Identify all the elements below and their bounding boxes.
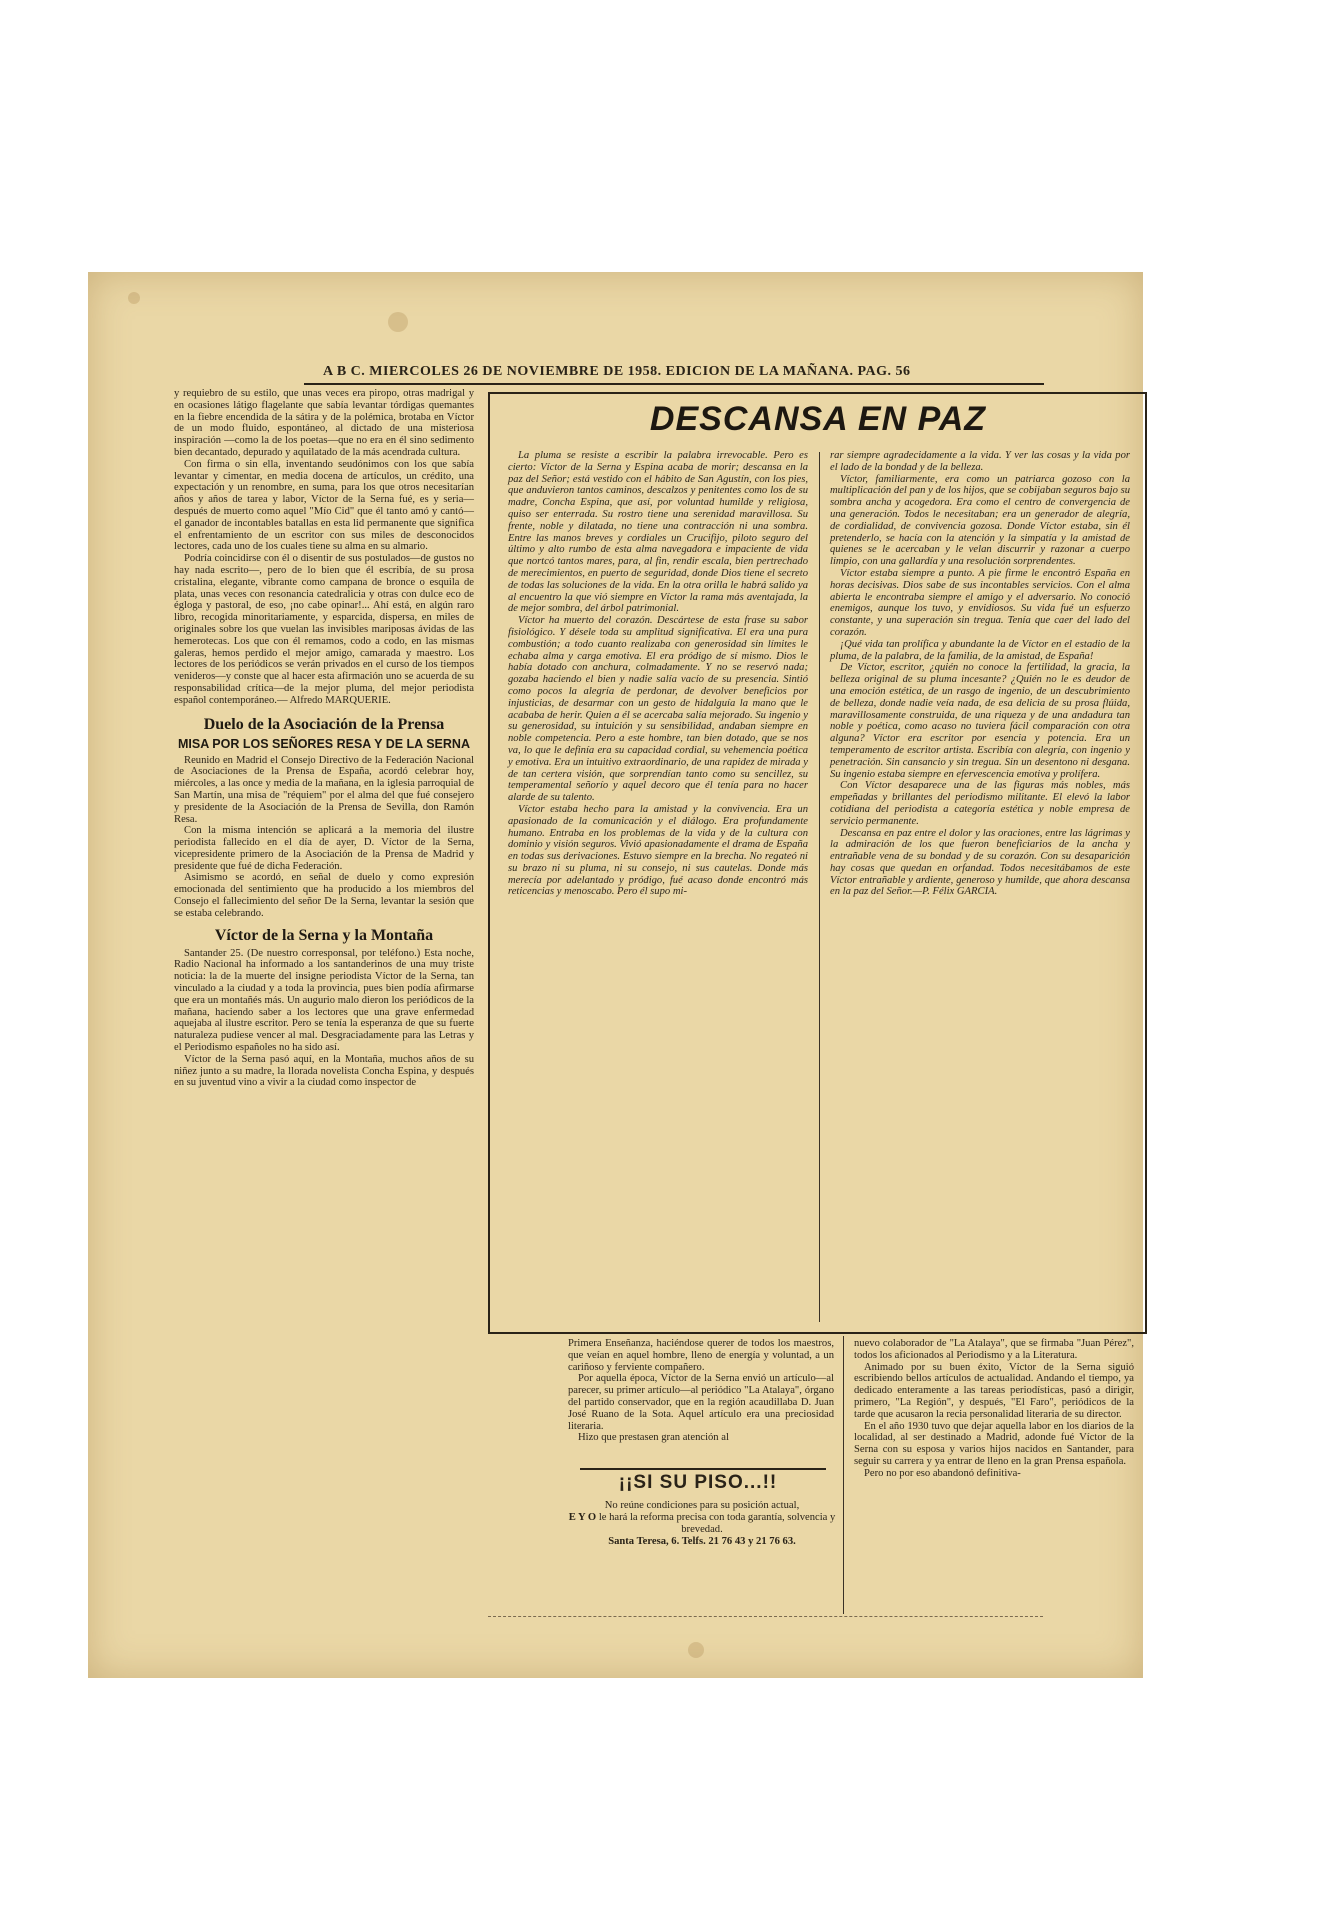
paragraph: Descansa en paz entre el dolor y las oraciones, entre las lágrimas y la admiración de los que fueron beneficiarios de la ancha y entrañable vena de su bondad y de su corazón. Con su desaparición hay cosas que quedan en orfandad. Todos necesitábamos de este Víctor entrañable y ardiente, generoso y humilde, que ahora descansa en la paz del Señor.—P. Félix GARCIA.	[830, 827, 1130, 898]
ad-address: Santa Teresa, 6. Telfs. 21 76 43 y 21 76 63.	[608, 1536, 796, 1547]
paragraph: Podría coincidirse con él o disentir de sus postulados—de gustos no hay nada escrito—, pero de lo bien que él escribía, de su prosa cristalina, elegante, vibrante como campana de bronce o esquila de plata, unas veces con resonancia catedralicia y otras con dulce eco de égloga y pastoral, de eso, ¡no cabe opinar!... Ahí está, en algún raro libro, recogida minoritariamente, y esparcida, dispersa, en miles de originales sobre los que vuelan las invisibles mariposas ávidas de las hemerotecas. Los que con él remamos, codo a codo, en las mismas galeras, hemos perdido el mejor amigo, camarada y maestro. Los lectores de los periódicos se verán privados en el curso de los tiempos venideros—y conste que al hacer esta afirmación uno se acuerda de su responsabilidad crítica—de la mejor pluma, del mejor periodista español contemporáneo.— Alfredo MARQUERIE.	[174, 553, 474, 706]
paragraph: rar siempre agradecidamente a la vida. Y ver las cosas y la vida por el lado de la bondad y de la belleza.	[830, 450, 1130, 473]
paragraph: Animado por su buen éxito, Víctor de la Serna siguió escribiendo bellos artículos de actualidad. Andando el tiempo, ya dedicado enteramente a las tareas periodísticas, pasó a dirigir, primero, "La Región", y después, "El Faro", periódicos de la tarde que acusaron la recia personalidad literaria de su director.	[854, 1361, 1134, 1420]
obituary-column-right	[830, 450, 1130, 898]
paragraph: Con la misma intención se aplicará a la memoria del ilustre periodista fallecido en el día de ayer, D. Víctor de la Serna, vicepresidente primero de la Asociación de la Prensa de Madrid y presidente que fué de dicha Federación.	[174, 825, 474, 872]
paragraph: En el año 1930 tuvo que dejar aquella labor en los diarios de la localidad, al ser destinado a Madrid, adonde fué Víctor de la Serna con su esposa y varios hijos nacidos en Santander, para seguir su carrera y ya entrar de lleno en la gran Prensa española.	[854, 1420, 1134, 1467]
paragraph: Víctor ha muerto del corazón. Descártese de esta frase su sabor fisiológico. Y désele toda su amplitud significativa. El era una pura combustión; a todo cuanto realizaba con generosidad sin límites le echaba alma y carga emotiva. El era pródigo de sí mismo. Dios le había dotado con anchura, colmadamente. Y no se reservó nada; gozaba haciendo el bien y nadie salía vacío de su presencia. Sintió como pocos la alegría de perdonar, de devolver beneficios por injusticias, de desarmar con un gesto de hidalguía la mano que le acababa de herir. Quien a él se acercaba salía mejorado. Su ingenio y su generosidad, su intuición y su sensibilidad, andaban siempre en noble competencia. Pero a este hombre, tan bien dotado, que se nos va, lo que le definía era su capacidad cordial, su vehemencia poética y emotiva. Era un intuitivo extraordinario, de una rapidez de mirada y de tan certera visión, que sorprendían tanto como su sencillez, su temperamental señorío y aquel decoro que él tenía para no hacer alarde de su talento.	[508, 615, 808, 804]
stain	[688, 1642, 704, 1658]
ad-brand: E Y O	[568, 1512, 597, 1523]
headline: Duelo de la Asociación de la Prensa	[203, 715, 445, 733]
paragraph: De Víctor, escritor, ¿quién no conoce la fertilidad, la gracia, la belleza original de su pluma incesante? ¿Quién no le es deudor de una emoción estética, de un rasgo de ingenio, de un descubrimiento de belleza, donde nadie veía nada, de esa delicia de su prosa flúida, maravillosamente construida, de una riqueza y de una andadura tan noble y poética, como acaso no tuviera fácil comparación con otra alguna? Víctor era escritor por esencia y potencia. Era un temperamento de escritor artista. Escribía con alegría, con ingenio y penetración. Sin cansancio y sin tregua. Sin un desentono ni desgana. Su ingenio estaba siempre en efervescencia emotiva y prolífera.	[830, 662, 1130, 780]
obituary-column-left	[508, 450, 808, 898]
paragraph: y requiebro de su estilo, que unas veces era piropo, otras madrigal y en ocasiones látigo flagelante que sabía levantar tórdigas quemantes en la fiebre encendida de la sátira y de la polémica, brotaba en Víctor de un modo fluido, espontáneo, al dictado de una misteriosa inspiración —como la de los poetas—que no era en él sino sedimento bien decantado, depurado y aquilatado de la más acendrada cultura.	[174, 388, 474, 458]
paragraph: Con Víctor desaparece una de las figuras más nobles, más empeñadas y brillantes del periodismo militante. El elevó la labor cotidiana del periodista a categoría estética y noble empresa de servicio permanente.	[830, 780, 1130, 827]
column-divider	[843, 1336, 844, 1614]
ad-line	[568, 1512, 836, 1536]
stain	[388, 312, 408, 332]
stain	[128, 292, 140, 304]
paragraph: nuevo colaborador de "La Atalaya", que se firmaba "Juan Pérez", todos los aficionados al Periodismo y a la Literatura.	[854, 1338, 1134, 1361]
ad-line-text: le hará la reforma precisa con toda garantía, solvencia y brevedad.	[598, 1512, 836, 1535]
paragraph: ¡Qué vida tan prolífica y abundante la de Víctor en el estadio de la pluma, de la palabra, de la familia, de la amistad, de España!	[830, 638, 1130, 662]
column-left	[174, 388, 474, 1089]
column-middle	[568, 1338, 834, 1444]
paragraph: Víctor estaba siempre a punto. A pie firme le encontró España en horas decisivas. Dios sabe de sus incontables servicios. Con el alma abierta le encontraba siempre el amigo y el adversario. No conoció enemigos, aunque los tuvo, y envidiosos. Su vida fué un esfuerzo constante, y una superación sin tregua. Tenía que caer del lado del corazón.	[830, 567, 1130, 638]
paragraph: Asimismo se acordó, en señal de duelo y como expresión emocionada del sentimiento que ha producido a los miembros del Consejo el fallecimiento del señor De la Serna, levantar la sesión que se estaba celebrando.	[174, 872, 474, 919]
paragraph: Víctor de la Serna pasó aquí, en la Montaña, muchos años de su niñez junto a su madre, la llorada novelista Concha Espina, y después en su juventud vino a vivir a la ciudad como inspector de	[174, 1053, 474, 1089]
paragraph: Hizo que prestasen gran atención al	[578, 1432, 729, 1444]
paragraph: Víctor estaba hecho para la amistad y la convivencia. Era un apasionado de la comunicación y el diálogo. Era profundamente humano. Entraba en los problemas de la vida y de la cultura con dominio y visión seguros. Vivió apasionadamente el drama de España en todas sus derivaciones. Estuvo siempre en la brecha. No regateó ni su brazo ni su pluma, ni su consejo, ni sus cautelas. Donde más merecía por adelantado y pródigo, fué acaso donde encontró más reticencias y menoscabo. Pero él supo mi-	[508, 803, 808, 898]
column-right	[854, 1338, 1134, 1480]
headline: Víctor de la Serna y la Montaña	[214, 926, 434, 944]
advertisement	[568, 1500, 836, 1548]
paragraph: Pero no por eso abandonó definitiva-	[864, 1467, 1021, 1479]
header-rule	[304, 383, 1044, 385]
page-header: A B C. MIERCOLES 26 DE NOVIEMBRE DE 1958. EDICION DE LA MAÑANA. PAG. 56	[323, 364, 911, 379]
paragraph: Reunido en Madrid el Consejo Directivo de la Federación Nacional de Asociaciones de la Prensa de España, acordó celebrar hoy, miércoles, a las once y media de la mañana, en la iglesia parroquial de San Martín, una misa de "réquiem" por el alma del que fué consejero y presidente de la Asociación de la Prensa de Sevilla, don Ramón Resa.	[174, 754, 474, 825]
ad-title: ¡¡SI SU PISO...!!	[618, 1472, 778, 1493]
newspaper-page	[88, 272, 1143, 1678]
bottom-dashed-rule	[488, 1616, 1043, 1618]
obituary-title: DESCANSA EN PAZ	[649, 400, 987, 438]
paragraph: La pluma se resiste a escribir la palabra irrevocable. Pero es cierto: Víctor de la Serna y Espina acaba de morir; descansa en la paz del Señor; está vestido con el hábito de San Agustín, con los pies, que anduvieron tantos caminos, descalzos y penitentes como los de su madre, Concha Espina, que así, por voluntad humilde y religiosa, quiso ser enterrada. Su rostro tiene una serenidad maravillosa. Su frente, noble y dilatada, no tiene una contracción ni una sombra. Entre las manos breves y cordiales un Crucifijo, piloto seguro del último y alto rumbo de esta alma navegadora e impaciente de vida que nortcó tantos mares, para, al fin, rendir escala, bien pertrechado de merecimientos, en puerto de seguridad, donde Dios tiene el secreto de todas las soluciones de la vida. En la otra orilla le habrá salido ya al encuentro la que vió siempre en Víctor la rama más aventajada, la de mejor sombra, del árbol patrimonial.	[508, 450, 808, 615]
ad-top-rule	[580, 1468, 826, 1470]
subheadline: MISA POR LOS SEÑORES RESA Y DE LA SERNA	[178, 736, 470, 751]
paragraph: Con firma o sin ella, inventando seudónimos con los que sabía levantar y cimentar, en media docena de artículos, un crédito, una expectación y un renombre, en suma, para los que otros necesitarían años y años de tarea y labor, Víctor de la Serna fué, es y seria—después de muerto como aquel "Mío Cid" que él tanto amó y cantó—el ganador de incontables batallas en esta lid permanente que significa el enfrentamiento de un escritor con sus miles de desconocidos lectores, cada uno de los cuales tiene su alma en su almario.	[174, 458, 474, 553]
paragraph: Primera Enseñanza, haciéndose querer de todos los maestros, que veían en aquel hombre, lleno de energía y voluntad, a un cariñoso y ferviente compañero.	[568, 1338, 834, 1373]
paragraph: Víctor, familiarmente, era como un patriarca gozoso con la multiplicación del pan y de los hijos, que se cobijaban seguros bajo su sombra ancha y acogedora. Era como el centro de convergencia de una generación. Todos le necesitaban; era un generador de alegría, de cordialidad, de convivencia gozosa. Donde Víctor estaba, sin él pretenderlo, se hacía con la atención y la simpatía y la amistad de quienes se le acercaban y le velan discurrir y razonar a cuerpo limpio, con una gallardía y una resolución sorprendentes.	[830, 473, 1130, 568]
ad-line: No reúne condiciones para su posición actual,	[604, 1500, 800, 1511]
paragraph: Por aquella época, Víctor de la Serna envió un artículo—al parecer, su primer artículo—al periódico "La Atalaya", órgano del partido conservador, que en la región acaudillaba D. Juan José Ruano de la Sota. Aquel artículo era una preciosidad literaria.	[568, 1373, 834, 1432]
column-divider	[819, 452, 820, 1322]
paragraph: Santander 25. (De nuestro corresponsal, por teléfono.) Esta noche, Radio Nacional ha informado a los santanderinos de una muy triste noticia: la de la muerte del insigne periodista Víctor de la Serna, tan vinculado a la ciudad y a toda la provincia, pues bien podía afirmarse que era un montañés más. Un augurio malo dieron los periódicos de la mañana, haciendo saber a los lectores que una grave enfermedad aquejaba al ilustre escritor. Pero se tenía la esperanza de que su fuerte naturaleza pudiese vencer al mal. Desgraciadamente para las Letras y el Periodismo españoles no ha sido así.	[174, 947, 474, 1054]
